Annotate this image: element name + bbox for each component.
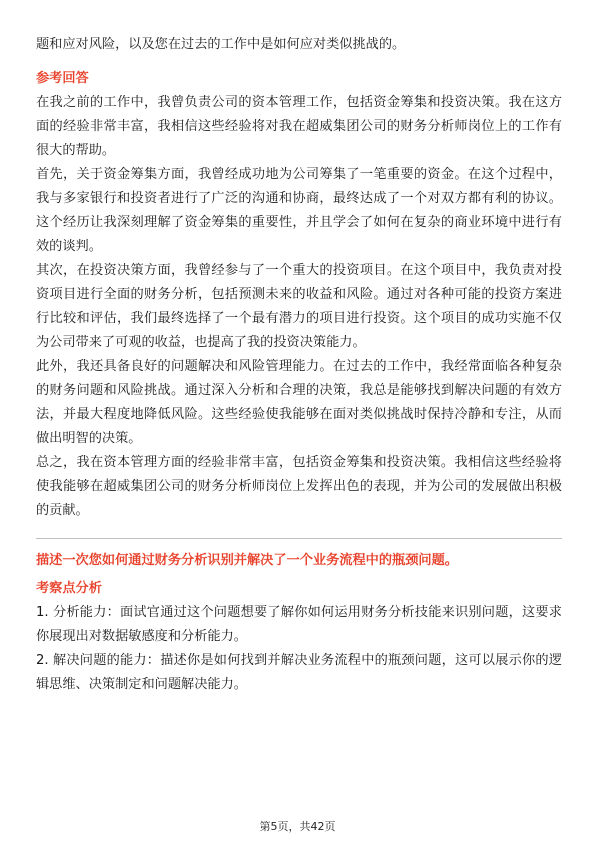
page-number-footer: 第5页，共42页: [259, 820, 336, 833]
analysis-heading: 考察点分析: [36, 581, 102, 596]
interview-question: 描述一次您如何通过财务分析识别并解决了一个业务流程中的瓶颈问题。: [36, 553, 458, 568]
answer-paragraph: 此外，我还具备良好的问题解决和风险管理能力。在过去的工作中，我经常面临各种复杂的财务问题和风险挑战。通过深入分析和合理的决策，我总是能够找到解决问题的有效方法，并最大程度地降低风险。这些经验使我能够在面对类似挑战时保持冷静和专注，从而做出明智的决策。: [36, 359, 562, 446]
answer-paragraph: 首先，关于资金筹集方面，我曾经成功地为公司筹集了一笔重要的资金。在这个过程中，我与多家银行和投资者进行了广泛的沟通和协商，最终达成了一个对双方都有利的协议。这个经历让我深刻理解了资金筹集的重要性，并且学会了如何在复杂的商业环境中进行有效的谈判。: [36, 167, 562, 254]
reference-answer-heading: 参考回答: [36, 71, 89, 86]
answer-paragraph: 其次，在投资决策方面，我曾经参与了一个重大的投资项目。在这个项目中，我负责对投资项目进行全面的财务分析，包括预测未来的收益和风险。通过对各种可能的投资方案进行比较和评估，我们最终选择了一个最有潜力的项目进行投资。这个项目的成功实施不仅为公司带来了可观的收益，也提高了我的投资决策能力。: [36, 263, 562, 350]
answer-paragraph: 在我之前的工作中，我曾负责公司的资本管理工作，包括资金筹集和投资决策。我在这方面的经验非常丰富，我相信这些经验将对我在超威集团公司的财务分析师岗位上的工作有很大的帮助。: [36, 95, 562, 158]
continued-question-text: 题和应对风险，以及您在过去的工作中是如何应对类似挑战的。: [36, 37, 406, 52]
section-divider: [36, 538, 562, 539]
analysis-item: 2. 解决问题的能力：描述你是如何找到并解决业务流程中的瓶颈问题，这可以展示你的逻辑思维、决策制定和问题解决能力。: [36, 653, 562, 692]
analysis-item: 1. 分析能力：面试官通过这个问题想要了解你如何运用财务分析技能来识别问题，这要求你展现出对数据敏感度和分析能力。: [36, 605, 562, 644]
answer-paragraph: 总之，我在资本管理方面的经验非常丰富，包括资金筹集和投资决策。我相信这些经验将使我能够在超威集团公司的财务分析师岗位上发挥出色的表现，并为公司的发展做出积极的贡献。: [36, 455, 562, 518]
